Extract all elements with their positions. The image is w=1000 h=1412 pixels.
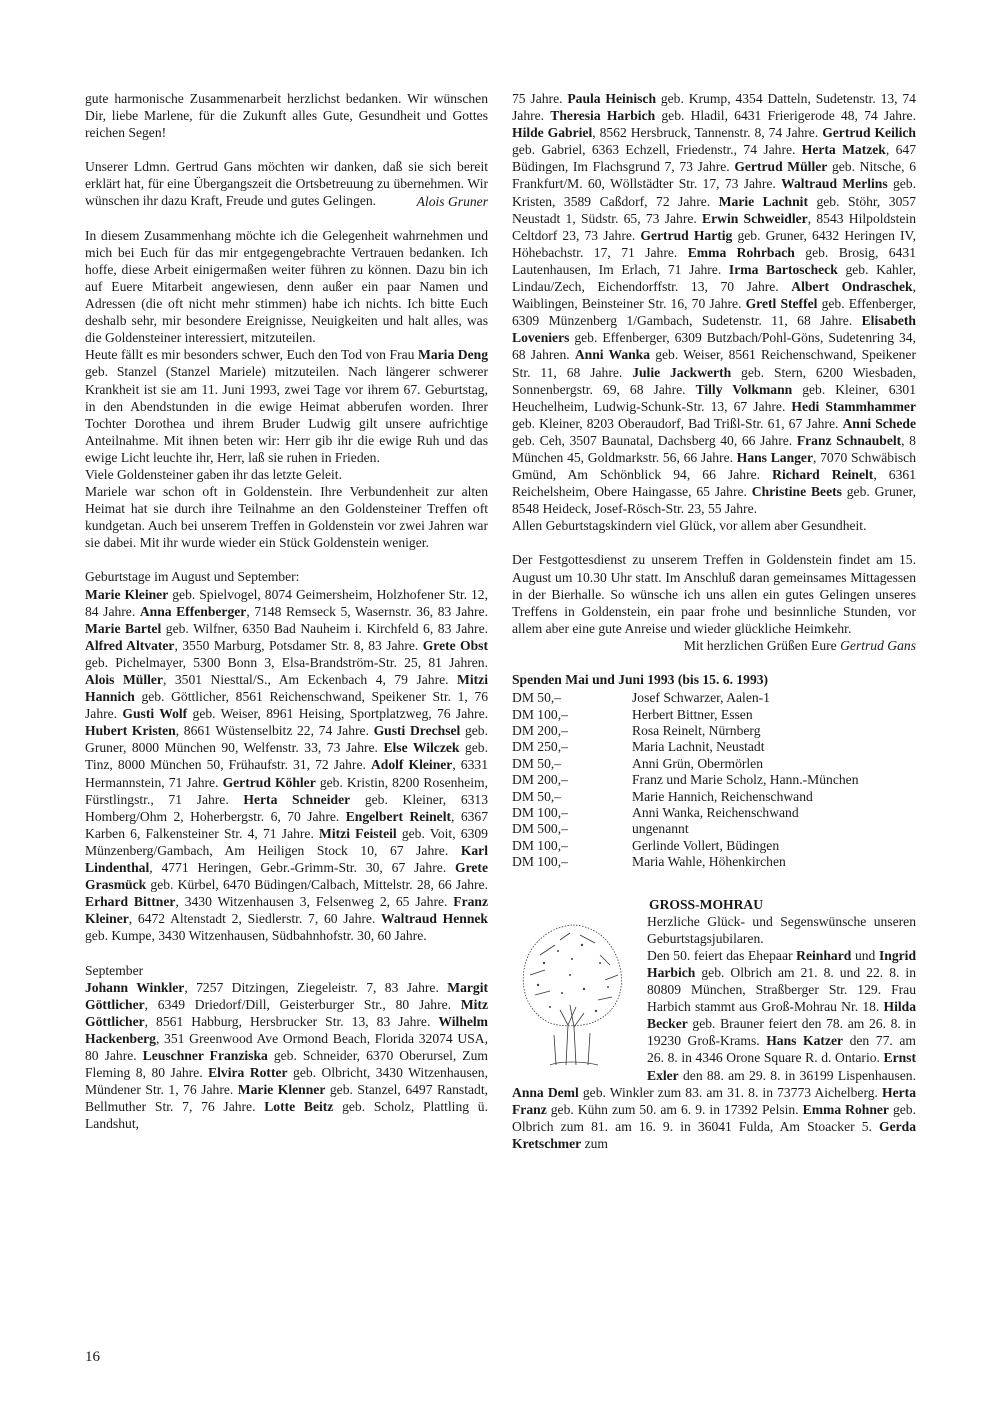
birthday-name: Waltraud Merlins	[781, 176, 888, 192]
jubilee-name: Gerda Kretschmer	[512, 1118, 916, 1151]
donation-row	[512, 723, 859, 739]
birthday-details: , 8 München 45, Goldmarkstr. 56, 66 Jahre.	[512, 432, 916, 465]
donation-row	[512, 707, 859, 723]
birthday-details: geb. Kahler, Lindau/Zech, Eichendorffstr. 13, 70 Jahre.	[512, 261, 916, 295]
donation-row	[512, 821, 859, 837]
birthday-name: Else Wilczek	[383, 740, 460, 756]
donation-donor: Anni Grün, Obermörlen	[632, 755, 763, 771]
birthday-details: geb. Kürbel, 6470 Büdingen/Calbach, Mittelstr. 28, 66 Jahre.	[146, 877, 488, 893]
birthday-name: Mitzi Feisteil	[319, 825, 397, 841]
birthday-name: Hubert Kristen	[85, 723, 176, 739]
birthday-details: , 8543 Hilpoldstein Celtdorf 23, 73 Jahre.	[512, 210, 916, 243]
birthday-heading: Geburtstage im August und September:	[85, 569, 300, 585]
birthday-details: , 6361 Reichelsheim, Obere Haingasse, 65 Jahre.	[512, 467, 916, 500]
birthday-name: Gertrud Müller	[734, 159, 828, 175]
birthday-name: Richard Reinelt	[772, 467, 874, 483]
birthday-name: Herta Schneider	[243, 791, 351, 807]
birthday-details: geb. Effenberger, 6309 Butzbach/Pohl-Göns, Sudetenring 34, 68 Jahren.	[512, 330, 916, 363]
donation-row	[512, 756, 859, 772]
donation-donor: Maria Lachnit, Neustadt	[632, 739, 765, 755]
birthday-name: Engelbert Reinelt	[345, 808, 452, 824]
birthday-name: Hilde Gabriel	[512, 125, 593, 141]
birthday-details: , 8661 Wüstenselbitz 22, 74 Jahre.	[175, 723, 374, 739]
birthday-details: , 4771 Heringen, Gebr.-Grimm-Str. 30, 67 Jahre.	[149, 860, 456, 876]
birthday-details: geb. Göttlicher, 8561 Reichenschwand, Speikener Str. 1, 76 Jahre.	[85, 689, 488, 722]
birthday-name: Hans Langer	[736, 449, 813, 465]
birthday-name: Erhard Bittner	[85, 894, 176, 910]
jubilee-name: Anna Deml	[512, 1084, 579, 1100]
birthday-details: geb. Kumpe, 3430 Witzenhausen, Südbahnhofstr. 30, 60 Jahre.	[85, 928, 427, 944]
donations-heading: Spenden Mai und Juni 1993 (bis 15. 6. 1993)	[512, 672, 769, 687]
birthday-details: geb. Hladil, 6431 Frierigerode 48, 74 Jahre.	[655, 108, 916, 124]
jubilee-name: Ernst Exler	[647, 1050, 916, 1083]
birthday-name: Gertrud Hartig	[640, 227, 733, 243]
gross-mohrau-heading: GROSS-MOHRAU	[649, 896, 764, 912]
birthday-details: geb. Wilfner, 6350 Bad Nauheim i. Kirchfeld 6, 83 Jahre.	[161, 620, 488, 636]
birthday-name: Anna Effenberger	[139, 603, 247, 619]
birthday-details: geb. Krump, 4354 Datteln, Sudetenstr. 13, 74 Jahre.	[512, 91, 916, 124]
donation-donor: Josef Schwarzer, Aalen-1	[632, 690, 770, 706]
jubilee-text: geb. Kühn zum 50. am 6. 9. in 17392 Pelsin.	[546, 1101, 803, 1117]
donation-amount: DM 500,–	[512, 821, 568, 837]
jubilee-text: und	[851, 947, 879, 963]
birthday-name: Irma Bartoscheck	[728, 261, 838, 277]
birthday-details: , 8562 Hersbruck, Tannenstr. 8, 74 Jahre.	[592, 125, 823, 141]
birthday-list-continued: 75 Jahre. Paula Heinisch geb. Krump, 4354 Datteln, Sudetenstr. 13, 74 Jahre. Theresia Harbich geb. Hladil, 6431 Frierigerode 48, 74 Jahre. Hilde Gabriel, 8562 Hersbruck, Tannenstr. 8, 74 Jahre. Gertrud Keilich geb. Gabriel, 6363 Echzell, Friedenstr., 74 Jahre. Herta Matzek, 647 Büdingen, Im Flachsgrund 7, 73 Jahre. Gertrud Müller geb. Nitsche, 6 Frankfurt/M. 60, Wöllstädter Str. 17, 73 Jahre. Waltraud Merlins geb. Kristen, 3589 Caßdorf, 72 Jahre. Marie Lachnit geb. Stöhr, 3057 Neustadt 1, Südstr. 65, 73 Jahre. Erwin Schweidler, 8543 Hilpoldstein Celtdorf 23, 73 Jahre. Gertrud Hartig geb. Gruner, 6432 Heringen IV, Höhebachstr. 17, 71 Jahre. Emma Rohrbach geb. Brosig, 6431 Lautenhausen, Im Erlach, 71 Jahre. Irma Bartoscheck geb. Kahler, Lindau/Zech, Eichendorffstr. 13, 70 Jahre. Albert Ondraschek, Waiblingen, Beinsteiner Str. 16, 70 Jahre. Gretl Steffel geb. Effenberger, 6309 Münzenberg 1/Gambach, Sudetenstr. 11, 68 Jahre. Elisabeth Loveniers geb. Effenberger, 6309 Butzbach/Pohl-Göns, Sudetenring 34, 68 Jahren. Anni Wanka geb. Weiser, 8561 Reichenschwand, Speikener Str. 11, 68 Jahre. Julie Jackwerth geb. Stern, 6200 Wiesbaden, Sonnenbergstr. 69, 68 Jahre. Tilly Volkmann geb. Kleiner, 6301 Heuchelheim, Ludwig-Schunk-Str. 13, 67 Jahre. Hedi Stammhammer geb. Kleiner, 8203 Oberaudorf, Bad Trißl-Str. 61, 67 Jahre. Anni Schede geb. Ceh, 3507 Baunatal, Dachsberg 40, 66 Jahre. Franz Schnaubelt, 8 München 45, Goldmarkstr. 56, 66 Jahre. Hans Langer, 7070 Schwäbisch Gmünd, Am Schönblick 94, 66 Jahre. Richard Reinelt, 6361 Reichelsheim, Obere Haingasse, 65 Jahre. Christine Beets geb. Gruner, 8548 Heideck, Josef-Rösch-Str. 23, 55 Jahre.	[512, 91, 917, 517]
birthday-name: Leuschner Franziska	[142, 1047, 268, 1063]
birthday-name: Marie Klenner	[237, 1082, 326, 1098]
donation-amount: DM 50,–	[512, 690, 562, 706]
birthday-name: Franz Kleiner	[85, 894, 488, 927]
birthday-wishes: Allen Geburtstagskindern viel Glück, vor allem aber Gesundheit.	[512, 518, 867, 534]
birthday-details: geb. Voit, 6309 Münzenberg/Gambach, Am Heiligen Stock 10, 67 Jahre.	[85, 825, 488, 858]
birthday-name: Gusti Wolf	[122, 706, 188, 722]
birthday-name: Lotte Beitz	[264, 1099, 334, 1115]
donation-row	[512, 690, 859, 706]
donation-row	[512, 789, 859, 805]
donation-donor: ungenannt	[632, 821, 689, 837]
birthday-name: Mitz Göttlicher	[85, 996, 488, 1029]
jubilee-text: den 77. am 26. 8. in 4346 Orone Square R. d. Ontario.	[647, 1033, 916, 1066]
birthday-name: Theresia Harbich	[550, 108, 656, 124]
donation-donor: Anni Wanka, Reichenschwand	[632, 804, 799, 820]
birthday-details: geb. Kristen, 3589 Caßdorf, 72 Jahre.	[512, 176, 916, 209]
jubilee-text: zum	[581, 1135, 609, 1151]
paragraph-introduction: In diesem Zusammenhang möchte ich die Gelegenheit wahrnehmen und mich bei Euch für das mir entgegengebrachte Vertrauen bedanken. Ich hoffe, diese Arbeit einigermaßen weiter führen zu können. Dazu bin ich auf Euere Mitarbeit angewiesen, denn außer ein paar Namen und Adressen (die oft nicht mehr stimmen) habe ich nichts. Ich bitte Euch deshalb sehr, mir besondere Ereignisse, Neuigkeiten und halt alles, was die Goldensteiner interessiert, mitzuteilen.	[85, 227, 488, 346]
birthday-name: Adolf Kleiner	[370, 757, 453, 773]
left-column	[85, 90, 488, 1132]
birthday-name: Tilly Volkmann	[695, 381, 793, 397]
birthday-name: Paula Heinisch	[567, 91, 657, 106]
donation-row	[512, 854, 859, 870]
birthday-name: Gretl Steffel	[745, 296, 818, 312]
donation-amount: DM 250,–	[512, 739, 568, 755]
birthday-name: Christine Beets	[751, 484, 842, 500]
birthday-name: Gertrud Köhler	[222, 774, 316, 790]
donation-amount: DM 100,–	[512, 706, 568, 722]
donation-donor: Franz und Marie Scholz, Hann.-München	[632, 772, 859, 788]
birthday-name: Marie Bartel	[85, 620, 162, 636]
donation-donor: Rosa Reinelt, Nürnberg	[632, 722, 761, 738]
paragraph-thanks: gute harmonische Zusammenarbeit herzlichst bedanken. Wir wünschen Dir, liebe Marlene, für die Zukunft alles Gute, Gesundheit und Gottes reichen Segen!	[85, 91, 488, 141]
birthday-details: , 647 Büdingen, Im Flachsgrund 7, 73 Jahre.	[512, 142, 916, 175]
jubilee-name: Ingrid Harbich	[647, 947, 917, 980]
birthday-details: , 7257 Ditzingen, Ziegeleistr. 7, 83 Jahre.	[184, 979, 448, 995]
birthday-list-september	[85, 979, 488, 1133]
closing-greeting: Mit herzlichen Grüßen Eure Gertrud Gans	[683, 637, 916, 653]
birthday-list-august	[85, 586, 488, 945]
jubilee-text: geb. Olbrich am 21. 8. und 22. 8. in 80809 München, Straßberger Str. 129. Frau Harbich stammt aus Groß-Mohrau Nr. 18.	[647, 964, 916, 1015]
closing-signature: Gertrud Gans	[840, 637, 916, 653]
birthday-details: geb. Kleiner, 6313 Homberg/Ohm 2, Hoherbergstr. 6, 70 Jahre.	[85, 791, 489, 824]
birthday-details: geb. Gruner, 8000 München 90, Welfenstr. 33, 73 Jahre.	[85, 723, 488, 756]
jubilee-text: geb. Olbrich zum 81. am 16. 9. in 36041 Fulda, Am Stoacker 5.	[512, 1101, 917, 1134]
birthday-name: Wilhelm Hackenberg	[85, 1013, 488, 1046]
donation-amount: DM 100,–	[512, 837, 568, 853]
donation-row	[512, 772, 859, 788]
birthday-details: , 351 Greenwood Ave Ormond Beach, Florida 32074 USA, 80 Jahre.	[85, 1030, 488, 1063]
donation-donor: Gerlinde Vollert, Büdingen	[632, 837, 780, 853]
birthday-details: , 6472 Altenstadt 2, Siedlerstr. 7, 60 Jahre.	[128, 911, 382, 927]
birthday-details: geb. Weiser, 8561 Reichenschwand, Speikener Str. 11, 68 Jahre.	[512, 347, 916, 380]
birthday-details: geb. Ceh, 3507 Baunatal, Dachsberg 40, 66 Jahre.	[512, 432, 797, 448]
birthday-details: , 6367 Karben 6, Falkensteiner Str. 4, 71 Jahre.	[85, 808, 489, 841]
right-column	[512, 90, 916, 1152]
birthday-name: Waltraud Hennek	[381, 911, 488, 927]
september-heading: September	[85, 962, 144, 978]
birthday-details: geb. Effenberger, 6309 Münzenberg 1/Gambach, Sudetenstr. 11, 68 Jahre.	[512, 296, 916, 329]
donation-amount: DM 100,–	[512, 804, 568, 820]
donation-row	[512, 838, 859, 854]
birthday-details: geb. Gabriel, 6363 Echzell, Friedenstr., 74 Jahre.	[512, 142, 802, 158]
birthday-name: Gusti Drechsel	[373, 723, 461, 739]
jubilee-name: Herta Franz	[512, 1084, 916, 1117]
birthday-details: geb. Tinz, 8000 München 50, Frühaufstr. 31, 72 Jahre.	[85, 740, 488, 773]
gross-mohrau-section	[512, 913, 916, 1152]
birthday-details: geb. Schneider, 6370 Oberursel, Zum Fleming 8, 80 Jahre.	[85, 1047, 488, 1081]
birthday-details: geb. Nitsche, 6 Frankfurt/M. 60, Wöllstädter Str. 17, 73 Jahre.	[512, 159, 916, 192]
birthday-name: Karl Lindenthal	[85, 842, 488, 876]
birthday-details: , 8561 Habburg, Hersbrucker Str. 13, 83 Jahre.	[144, 1013, 439, 1029]
signature-alois-gruner: Alois Gruner	[416, 193, 488, 209]
paragraph-farewell: Viele Goldensteiner gaben ihr das letzte Geleit.	[85, 466, 342, 482]
jubilee-text: geb. Winkler zum 83. am 31. 8. in 73773 Aichelberg.	[578, 1084, 883, 1100]
birthday-details: geb. Brosig, 6431 Lautenhausen, Im Erlach, 71 Jahre.	[512, 244, 916, 277]
donation-amount: DM 200,–	[512, 722, 568, 738]
birthday-name: Erwin Schweidler	[702, 210, 808, 226]
birthday-name: Franz Schnaubelt	[796, 432, 902, 448]
page-number: 16	[85, 1349, 100, 1365]
birthday-name: Hedi Stammhammer	[791, 398, 916, 414]
birthday-details: geb. Kristin, 8200 Rosenheim, Fürstlingstr., 71 Jahre.	[85, 774, 488, 807]
birthday-details: geb. Pichelmayer, 5300 Bonn 3, Elsa-Brandström-Str. 25, 81 Jahren.	[85, 654, 488, 670]
birthday-details: geb. Gruner, 8548 Heideck, Josef-Rösch-Str. 23, 55 Jahre.	[512, 484, 916, 517]
birthday-details: geb. Gruner, 6432 Heringen IV, Höhebachstr. 17, 71 Jahre.	[512, 227, 917, 260]
donation-row	[512, 739, 859, 755]
gross-mohrau-intro: Herzliche Glück- und Segenswünsche unseren Geburtstagsjubilaren.	[647, 913, 916, 946]
birthday-details: geb. Stanzel, 6497 Ranstadt, Bellmuther Str. 7, 76 Jahre.	[85, 1082, 488, 1115]
birthday-details: , 6331 Hermannstein, 71 Jahre.	[85, 757, 488, 790]
birthday-name: Anni Schede	[842, 415, 916, 431]
jubilee-name: Reinhard	[796, 947, 852, 963]
paragraph-obituary: Heute fällt es mir besonders schwer, Euch den Tod von Frau Maria Deng geb. Stanzel (Stanzel Mariele) mitzuteilen. Nach längerer schwerer Krankheit ist sie am 11. Juni 1993, zwei Tage vor ihrem 67. Geburtstag, in den Abendstunden in die ewige Heimat abberufen worden. Ihrer Tochter Dorothea und ihrem Bruder Ludwig gilt unsere aufrichtige Anteilnahme. Mit ihnen beten wir: Herr gib ihr die ewige Ruh und das ewige Licht leuchte ihr, Herr, laß sie ruhen in Frieden.	[85, 347, 489, 465]
donation-donor: Herbert Bittner, Essen	[632, 706, 753, 722]
donations-table	[512, 690, 859, 870]
jubilee-text: geb. Brauner feiert den 78. am 26. 8. in 19230 Groß-Krams.	[647, 1016, 916, 1049]
jubilee-name: Hilda Becker	[647, 999, 916, 1032]
donation-amount: DM 200,–	[512, 772, 568, 788]
birthday-name: Elvira Rotter	[208, 1065, 288, 1081]
birthday-name: Margit Göttlicher	[85, 979, 488, 1012]
birthday-name: Grete Grasmück	[85, 860, 488, 893]
birthday-details: geb. Spielvogel, 8074 Geimersheim, Holzhofener Str. 12, 84 Jahre.	[85, 586, 488, 619]
birthday-details: geb. Weiser, 8961 Heising, Sportplatzweg, 76 Jahre.	[187, 706, 489, 722]
donation-donor: Maria Wahle, Höhenkirchen	[632, 854, 786, 870]
birthday-name: Grete Obst	[422, 637, 489, 653]
birthday-details: geb. Olbricht, 3430 Witzenhausen, Mündener Str. 1, 76 Jahre.	[85, 1065, 488, 1098]
paragraph-festgottesdienst: Der Festgottesdienst zu unserem Treffen in Goldenstein findet am 15. August um 10.30 Uhr statt. Im Anschluß daran gemeinsames Mittagessen in der Bierhalle. So wünsche ich uns allen ein gutes Gelingen unseres Treffens in Goldenstein, ein paar frohe und besinnliche Stunden, vor allem aber eine gute Anreise und wieder glückliche Heimkehr.	[512, 552, 916, 636]
birthday-name: Anni Wanka	[574, 347, 651, 363]
jubilee-text: den 88. am 29. 8. in 36199 Lispenhausen.	[678, 1067, 916, 1083]
donation-amount: DM 50,–	[512, 755, 562, 771]
birthday-details: , 7070 Schwäbisch Gmünd, Am Schönblick 94, 66 Jahre.	[512, 449, 916, 483]
tree-illustration-icon	[510, 915, 635, 1068]
birthday-name: Marie Kleiner	[85, 586, 169, 602]
birthday-details: , 3430 Witzenhausen 3, Felsenweg 2, 65 Jahre.	[175, 894, 454, 910]
jubilee-name: Hans Katzer	[766, 1033, 844, 1049]
birthday-name: Marie Lachnit	[718, 193, 808, 209]
birthday-name: Alois Müller	[85, 672, 163, 687]
birthday-details: , 7148 Remseck 5, Wasernstr. 36, 83 Jahre.	[246, 603, 488, 619]
jubilee-name: Emma Rohner	[802, 1101, 889, 1117]
birthday-details: , 6349 Driedorf/Dill, Geisterburger Str., 80 Jahre.	[144, 996, 461, 1012]
birthday-name: Elisabeth Loveniers	[512, 313, 916, 346]
birthday-name: Alfred Altvater	[85, 637, 175, 653]
birthday-name: Johann Winkler	[85, 979, 185, 995]
donation-donor: Marie Hannich, Reichenschwand	[632, 788, 813, 804]
birthday-details: geb. Scholz, Plattling ü. Landshut,	[85, 1099, 488, 1132]
birthday-details: , 3550 Marburg, Potsdamer Str. 8, 83 Jahre.	[174, 637, 423, 653]
birthday-name: Julie Jackwerth	[632, 364, 732, 380]
birthday-details: geb. Stern, 6200 Wiesbaden, Sonnenbergstr. 69, 68 Jahre.	[512, 364, 916, 397]
paragraph-mariele: Mariele war schon oft in Goldenstein. Ihre Verbundenheit zur alten Heimat hat sie durch ihre Teilnahme an den Goldensteiner Treffen oft kundgetan. Auch bei unserem Treffen in Goldenstein vor zwei Jahren war sie dabei. Mit ihr wurde wieder ein Stück Goldenstein weniger.	[85, 484, 488, 551]
birthday-name: Emma Rohrbach	[687, 244, 795, 260]
donation-row	[512, 805, 859, 821]
birthday-name: Albert Ondraschek	[791, 279, 913, 295]
birthday-name: Gertrud Keilich	[822, 125, 916, 141]
donation-amount: DM 50,–	[512, 788, 562, 804]
birthday-name: Herta Matzek	[801, 142, 886, 158]
birthday-details: , 3501 Niesttal/S., Am Eckenbach 4, 79 Jahre.	[162, 672, 458, 687]
donation-amount: DM 100,–	[512, 854, 568, 870]
jubilee-text: Den 50. feiert das Ehepaar	[647, 947, 797, 963]
paragraph-gertrud-gans: Unserer Ldmn. Gertrud Gans möchten wir danken, daß sie sich bereit erklärt hat, für eine Übergangszeit die Ortsbetreuung zu übernehmen. Wir wünschen ihr dazu Kraft, Freude und gutes Gelingen.	[85, 159, 488, 209]
birthday-details: geb. Kleiner, 8203 Oberaudorf, Bad Trißl-Str. 61, 67 Jahre.	[512, 415, 843, 431]
birthday-details: geb. Kleiner, 6301 Heuchelheim, Ludwig-Schunk-Str. 13, 67 Jahre.	[512, 381, 916, 414]
birthday-details: geb. Stöhr, 3057 Neustadt 1, Südstr. 65, 73 Jahre.	[512, 193, 916, 226]
deceased-name: Maria Deng	[418, 347, 489, 363]
birthday-details: , Waiblingen, Beinsteiner Str. 16, 70 Jahre.	[512, 279, 916, 312]
birthday-name: Mitzi Hannich	[85, 672, 488, 705]
